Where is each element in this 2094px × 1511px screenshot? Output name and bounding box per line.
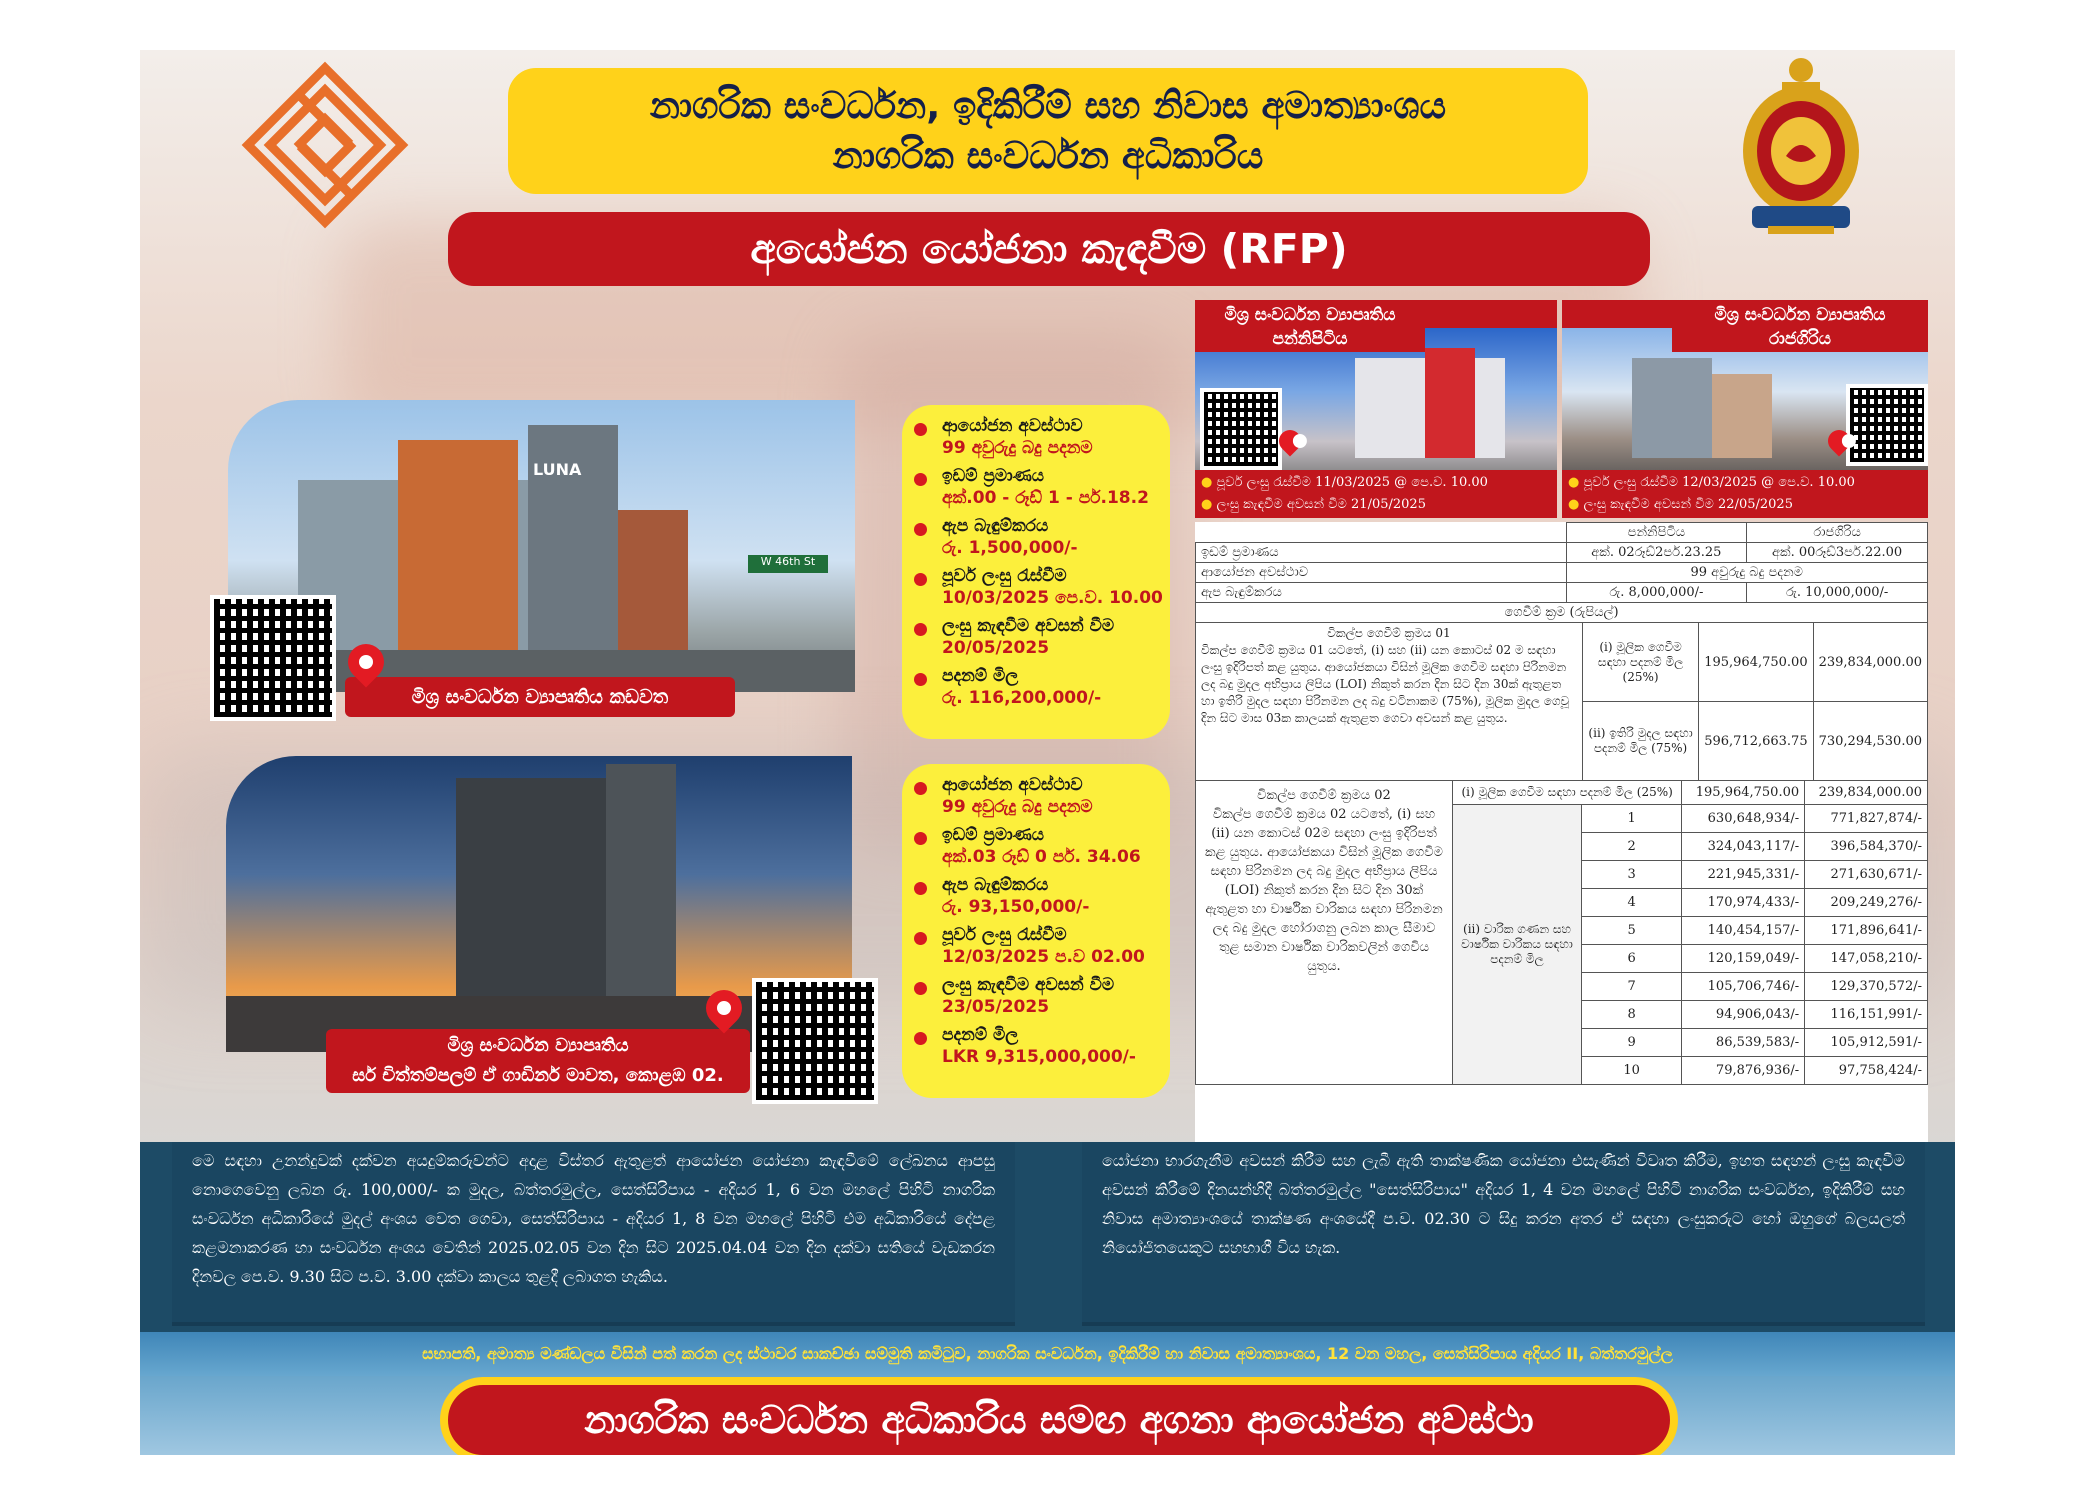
col-pannipitiya: පන්නිපිටිය bbox=[1566, 523, 1747, 543]
rajagiriya-title-line2: රාජගිරිය bbox=[1768, 329, 1832, 349]
installment-number: 4 bbox=[1582, 889, 1682, 917]
installment-b: 171,896,641/- bbox=[1805, 917, 1928, 945]
bullet-icon bbox=[914, 982, 927, 995]
detail-value: 99 අවුරුදු බදු පදනම bbox=[942, 797, 1093, 817]
footer-text: නාගරික සංවර්ධන අධිකාරිය සමඟ අගනා ආයෝජන අවස්ථා bbox=[584, 1397, 1534, 1442]
rajagiriya-title-line1: මිශ්‍ර සංවර්ධන ව්‍යාපෘතිය bbox=[1714, 305, 1886, 325]
detail-label: ආයෝජන අවස්ථාව bbox=[942, 775, 1083, 795]
bullet-icon bbox=[914, 573, 927, 586]
installment-b: 771,827,874/- bbox=[1805, 805, 1928, 833]
option1-value-b: 239,834,000.00 bbox=[1813, 623, 1927, 702]
installment-number: 6 bbox=[1582, 945, 1682, 973]
detail-row bbox=[902, 665, 1170, 709]
option2-title: විකල්ප ගෙවීම් ක්‍රමය 02 bbox=[1257, 788, 1391, 803]
installment-b: 396,584,370/- bbox=[1805, 833, 1928, 861]
payment-header-row bbox=[1196, 603, 1928, 623]
cell-rajagiriya: රු. 10,000,000/- bbox=[1747, 583, 1928, 603]
rajagiriya-qr-code[interactable] bbox=[1846, 384, 1928, 466]
info-band bbox=[140, 1142, 1955, 1332]
table-row bbox=[1196, 543, 1928, 563]
option2-first-b: 239,834,000.00 bbox=[1805, 781, 1928, 805]
pannipitiya-title bbox=[1195, 300, 1425, 352]
option2-text: විකල්ප ගෙවීම් ක්‍රමය 02 යටතේ, (i) සහ (ii) යන කොටස් 02ම සඳහා ලංසු ඉදිරිපත් කළ යුතුය. ආයෝජකයා විසින් මූලික ගෙවීම සඳහා පිරිනමන ලද බදු මුදල අභිප්‍රාය ලිපිය (LOI) නිකුත් කරන දින සිට දින 30ක් ඇතුළත හා වාර්ෂික වාරිකය සඳහා පිරිනමන ලද බදු මුදල හෝරාගනු ලබන කාල සීමාව තුළ සමාන වාර්ෂික වාරිකවලින් ගෙවිය යුතුය. bbox=[1205, 807, 1443, 974]
installment-a: 120,159,049/- bbox=[1682, 945, 1805, 973]
payment-table-wrapper bbox=[1195, 522, 1928, 1142]
option1-description bbox=[1196, 623, 1583, 781]
rajagiriya-meeting-text: පූර්ව ලංසු රැස්වීම 12/03/2025 @ පෙ.ව. 10.00 bbox=[1583, 475, 1855, 490]
option1-label: (ii) ඉතිරි මුදල සඳහා පදනම් මිල (75%) bbox=[1582, 702, 1698, 781]
col-rajagiriya: රාජගිරිය bbox=[1747, 523, 1928, 543]
option1-label: (i) මූලික ගෙවීම සඳහා පදනම් මිල (25%) bbox=[1582, 623, 1698, 702]
detail-label: ඇප බැඳුම්කරය bbox=[942, 875, 1049, 895]
installment-b: 271,630,671/- bbox=[1805, 861, 1928, 889]
installment-a: 94,906,043/- bbox=[1682, 1001, 1805, 1029]
pannipitiya-dates bbox=[1201, 472, 1553, 516]
installment-b: 105,912,591/- bbox=[1805, 1029, 1928, 1057]
table-header-row bbox=[1196, 523, 1928, 543]
info-right bbox=[1082, 1142, 1925, 1322]
cell-merged: 99 අවුරුදු බදු පදනම bbox=[1566, 563, 1928, 583]
option1-value-a: 596,712,663.75 bbox=[1699, 702, 1813, 781]
detail-row bbox=[902, 974, 1170, 1018]
installment-b: 209,249,276/- bbox=[1805, 889, 1928, 917]
detail-label: ඉඩම් ප්‍රමාණය bbox=[942, 825, 1045, 845]
detail-row bbox=[902, 415, 1170, 459]
bullet-icon: ● bbox=[1201, 497, 1213, 512]
rajagiriya-closing-text: ලංසු කැඳවීම අවසන් වීම 22/05/2025 bbox=[1583, 497, 1793, 512]
info-right-text: යෝජනා භාරගැනීම අවසන් කිරීම සහ ලැබී ඇති තාක්ෂණික යෝජනා එසැණින් විවෘත කිරීම, ඉහත සඳහන් ලංසු කැඳවීම අවසන් කිරීමේ දිනයන්හිදී බත්තරමුල්ල "සෙත්සිරිපාය" අදියර 1, 4 වන මහලේ පිහිටි නාගරික සංවර්ධන, ඉදිකිරීම් සහ නිවාස අමාත්‍යාංශයේ තාක්ෂණ අංශයේදී ප.ව. 02.30 ට සිදු කරන අතර ඒ සඳහා ලංසුකරුට හෝ ඔහුගේ බලයලත් නියෝජිතයෙකුට සහභාගී විය හැක. bbox=[1102, 1151, 1905, 1257]
pannipitiya-qr-code[interactable] bbox=[1200, 388, 1282, 470]
detail-label: පූර්ව ලංසු රැස්වීම bbox=[942, 925, 1067, 945]
ministry-header bbox=[508, 68, 1588, 194]
cell-rajagiriya: අක්. 00රූඩ්3පර්.22.00 bbox=[1747, 543, 1928, 563]
installment-b: 129,370,572/- bbox=[1805, 973, 1928, 1001]
detail-value: අක්.00 - රූඩ් 1 - පර්.18.2 bbox=[942, 488, 1149, 508]
detail-row bbox=[902, 874, 1170, 918]
colombo-qr-code[interactable] bbox=[752, 978, 878, 1104]
ministry-name: නාගරික සංවර්ධන, ඉදිකිරීම් සහ නිවාස අමාත්‍යාංශය bbox=[649, 84, 1447, 127]
info-left bbox=[172, 1142, 1015, 1322]
bullet-icon bbox=[914, 1032, 927, 1045]
rfp-title: අයෝජන යෝජනා කැඳවීම (RFP) bbox=[750, 224, 1348, 273]
footer-banner bbox=[440, 1377, 1678, 1455]
option1-value-a: 195,964,750.00 bbox=[1699, 623, 1813, 702]
info-left-text: මෙ සඳහා උනන්දුවක් දක්වන අයදුම්කරුවන්ට අදාළ විස්තර ඇතුළත් ආයෝජන යෝජනා කැඳවීමේ ලේඛනය ආපසු නොගෙවෙනු ලබන රු. 100,000/- ක මුදල, බත්තරමුල්ල, සෙත්සිරිපාය - අදියර 1, 6 වන මහලේ පිහිටි නාගරික සංවර්ධන අධිකාරියේ මුදල් අංශය වෙත ගෙවා, සෙත්සිරිපාය - අදියර 1, 8 වන මහලේ පිහිටි එම අධිකාරියේ දේපළ කළමනාකරණ හා සංවර්ධන අංශය වෙතින් 2025.02.05 වන දින සිට 2025.04.04 වන දින දක්වා සතියේ වැඩකරන දිනවල පෙ.ව. 9.30 සිට ප.ව. 3.00 දක්වා කාලය තුළදී ලබාගත හැකිය. bbox=[192, 1151, 995, 1286]
installment-a: 105,706,746/- bbox=[1682, 973, 1805, 1001]
colombo-project-label bbox=[326, 1029, 750, 1093]
option2-description bbox=[1196, 781, 1453, 1085]
payment-header: ගෙවීම් ක්‍රම (රුපියල්) bbox=[1196, 603, 1928, 623]
row-label: ඇප බැඳුම්කරය bbox=[1196, 583, 1567, 603]
detail-row bbox=[902, 824, 1170, 868]
detail-row bbox=[902, 1024, 1170, 1068]
detail-label: ආයෝජන අවස්ථාව bbox=[942, 416, 1083, 436]
national-emblem-icon bbox=[1738, 56, 1864, 236]
option2-sublabel: (ii) වාරික ගණන සහ වාර්ෂික වාරිකය සඳහා පදනම් මිල bbox=[1453, 805, 1582, 1085]
installment-number: 1 bbox=[1582, 805, 1682, 833]
detail-value: 12/03/2025 ප.ව 02.00 bbox=[942, 947, 1145, 967]
authority-name: නාගරික සංවර්ධන අධිකාරිය bbox=[832, 134, 1264, 177]
installment-a: 630,648,934/- bbox=[1682, 805, 1805, 833]
pannipitiya-meeting-text: පූර්ව ලංසු රැස්වීම 11/03/2025 @ පෙ.ව. 10.00 bbox=[1216, 475, 1488, 490]
detail-value: 99 අවුරුදු බදු පදනම bbox=[942, 438, 1093, 458]
bullet-icon: ● bbox=[1568, 475, 1580, 490]
bullet-icon bbox=[914, 782, 927, 795]
building-sign: LUNA bbox=[533, 460, 582, 479]
colombo-label-line1: මිශ්‍ර සංවර්ධන ව්‍යාපෘතිය bbox=[447, 1035, 629, 1056]
option2-first-label: (i) මූලික ගෙවීම සඳහා පදනම් මිල (25%) bbox=[1453, 781, 1682, 805]
detail-label: පදනම් මිල bbox=[942, 1025, 1019, 1045]
option1-table bbox=[1195, 622, 1928, 781]
detail-row bbox=[902, 515, 1170, 559]
detail-value: අක්.03 රූඩ් 0 පර්. 34.06 bbox=[942, 847, 1141, 867]
pannipitiya-title-line2: පන්නිපිටිය bbox=[1272, 329, 1348, 349]
uda-logo-icon bbox=[240, 60, 410, 230]
cell-pannipitiya: අක්. 02රූඩ්2පර්.23.25 bbox=[1566, 543, 1747, 563]
bullet-icon bbox=[914, 623, 927, 636]
payment-table bbox=[1195, 522, 1928, 623]
committee-text: සභාපති, අමාත්‍ය මණ්ඩලය විසින් පත් කරන ලද ස්ථාවර සාකච්ඡා සම්මුති කමිටුව, නාගරික සංවර්ධන, ඉදිකිරීම් හා නිවාස අමාත්‍යාංශය, 12 වන මහල, සෙත්සිරිපාය අදියර II, බත්තරමුල්ල bbox=[422, 1344, 1673, 1363]
colombo-label-line2: සර් චිත්තම්පලම් ඒ ගාඩිනර් මාවත, කොළඹ 02. bbox=[352, 1065, 724, 1086]
option1-title: විකල්ප ගෙවීම් ක්‍රමය 01 bbox=[1327, 626, 1451, 640]
table-row bbox=[1196, 583, 1928, 603]
table-row bbox=[1196, 781, 1928, 805]
bullet-icon: ● bbox=[1568, 497, 1580, 512]
pannipitiya-panel bbox=[1195, 300, 1557, 518]
table-row bbox=[1196, 623, 1928, 702]
option1-value-b: 730,294,530.00 bbox=[1813, 702, 1927, 781]
detail-value: රු. 116,200,000/- bbox=[942, 688, 1102, 708]
installment-number: 5 bbox=[1582, 917, 1682, 945]
detail-value: 10/03/2025 පෙ.ව. 10.00 bbox=[942, 588, 1163, 608]
detail-row bbox=[902, 465, 1170, 509]
installment-number: 8 bbox=[1582, 1001, 1682, 1029]
installment-b: 116,151,991/- bbox=[1805, 1001, 1928, 1029]
installment-a: 221,945,331/- bbox=[1682, 861, 1805, 889]
cell-pannipitiya: රු. 8,000,000/- bbox=[1566, 583, 1747, 603]
advertisement bbox=[140, 50, 1955, 1455]
bullet-icon bbox=[914, 832, 927, 845]
rfp-title-banner bbox=[448, 212, 1650, 286]
kadawatha-label-text: මිශ්‍ර සංවර්ධන ව්‍යාපෘතිය කඩවත bbox=[411, 686, 669, 708]
kadawatha-project-label bbox=[345, 677, 735, 717]
detail-label: ඇප බැඳුම්කරය bbox=[942, 516, 1049, 536]
detail-value: 23/05/2025 bbox=[942, 997, 1050, 1017]
rajagiriya-panel bbox=[1562, 300, 1928, 518]
rajagiriya-closing bbox=[1568, 494, 1924, 516]
row-label: ඉඩම් ප්‍රමාණය bbox=[1196, 543, 1567, 563]
detail-label: පදනම් මිල bbox=[942, 666, 1019, 686]
installment-a: 86,539,583/- bbox=[1682, 1029, 1805, 1057]
rajagiriya-title bbox=[1672, 300, 1928, 352]
option1-text: විකල්ප ගෙවීම් ක්‍රමය 01 යටතේ, (i) සහ (ii) යන කොටස් 02 ම සඳහා ලංසු ඉදිරිපත් කළ යුතුය. ආයෝජකයා විසින් මූලික ගෙවීම සඳහා පිරිනමන ලද බදු මුදල අභිප්‍රාය ලිපිය (LOI) නිකුත් කරන දින සිට දින 30ක් ඇතුළත හා ඉතිරි මුදල සඳහා පිරිනමන ලද බදු වටිනාකම (75%), මූලික මුදල ගෙවූ දින සිට මාස 03ක කාලයක් ඇතුළත ගෙවා අවසන් කළ යුතුය. bbox=[1201, 643, 1570, 725]
option2-first-a: 195,964,750.00 bbox=[1682, 781, 1805, 805]
bullet-icon bbox=[914, 882, 927, 895]
detail-row bbox=[902, 565, 1170, 609]
detail-row bbox=[902, 924, 1170, 968]
detail-label: ලංසු කැඳවීම අවසන් වීම bbox=[942, 975, 1115, 995]
pannipitiya-title-line1: මිශ්‍ර සංවර්ධන ව්‍යාපෘතිය bbox=[1224, 305, 1396, 325]
detail-value: රු. 93,150,000/- bbox=[942, 897, 1090, 917]
kadawatha-qr-code[interactable] bbox=[210, 595, 336, 721]
committee-address bbox=[140, 1332, 1955, 1376]
detail-value: රු. 1,500,000/- bbox=[942, 538, 1078, 558]
colombo-details bbox=[902, 764, 1170, 1098]
pannipitiya-closing-text: ලංසු කැඳවීම අවසන් වීම 21/05/2025 bbox=[1216, 497, 1426, 512]
kadawatha-details bbox=[902, 405, 1170, 739]
installment-b: 147,058,210/- bbox=[1805, 945, 1928, 973]
option2-table bbox=[1195, 780, 1928, 1085]
installment-a: 79,876,936/- bbox=[1682, 1057, 1805, 1085]
rajagiriya-dates bbox=[1568, 472, 1924, 516]
detail-value: LKR 9,315,000,000/- bbox=[942, 1047, 1136, 1067]
bullet-icon bbox=[914, 673, 927, 686]
detail-row bbox=[902, 774, 1170, 818]
installment-a: 324,043,117/- bbox=[1682, 833, 1805, 861]
street-sign: W 46th St bbox=[748, 555, 828, 573]
row-label: ආයෝජන අවස්ථාව bbox=[1196, 563, 1567, 583]
installment-number: 2 bbox=[1582, 833, 1682, 861]
installment-number: 7 bbox=[1582, 973, 1682, 1001]
detail-value: 20/05/2025 bbox=[942, 638, 1050, 658]
installment-number: 10 bbox=[1582, 1057, 1682, 1085]
detail-label: ලංසු කැඳවීම අවසන් වීම bbox=[942, 616, 1115, 636]
detail-label: පූර්ව ලංසු රැස්වීම bbox=[942, 566, 1067, 586]
pannipitiya-meeting bbox=[1201, 472, 1553, 494]
bullet-icon: ● bbox=[1201, 475, 1213, 490]
table-row bbox=[1196, 563, 1928, 583]
installment-number: 3 bbox=[1582, 861, 1682, 889]
installment-a: 170,974,433/- bbox=[1682, 889, 1805, 917]
bullet-icon bbox=[914, 523, 927, 536]
detail-row bbox=[902, 615, 1170, 659]
pannipitiya-closing bbox=[1201, 494, 1553, 516]
installment-b: 97,758,424/- bbox=[1805, 1057, 1928, 1085]
bullet-icon bbox=[914, 423, 927, 436]
bullet-icon bbox=[914, 473, 927, 486]
rajagiriya-meeting bbox=[1568, 472, 1924, 494]
bullet-icon bbox=[914, 932, 927, 945]
installment-number: 9 bbox=[1582, 1029, 1682, 1057]
detail-label: ඉඩම් ප්‍රමාණය bbox=[942, 466, 1045, 486]
installment-a: 140,454,157/- bbox=[1682, 917, 1805, 945]
